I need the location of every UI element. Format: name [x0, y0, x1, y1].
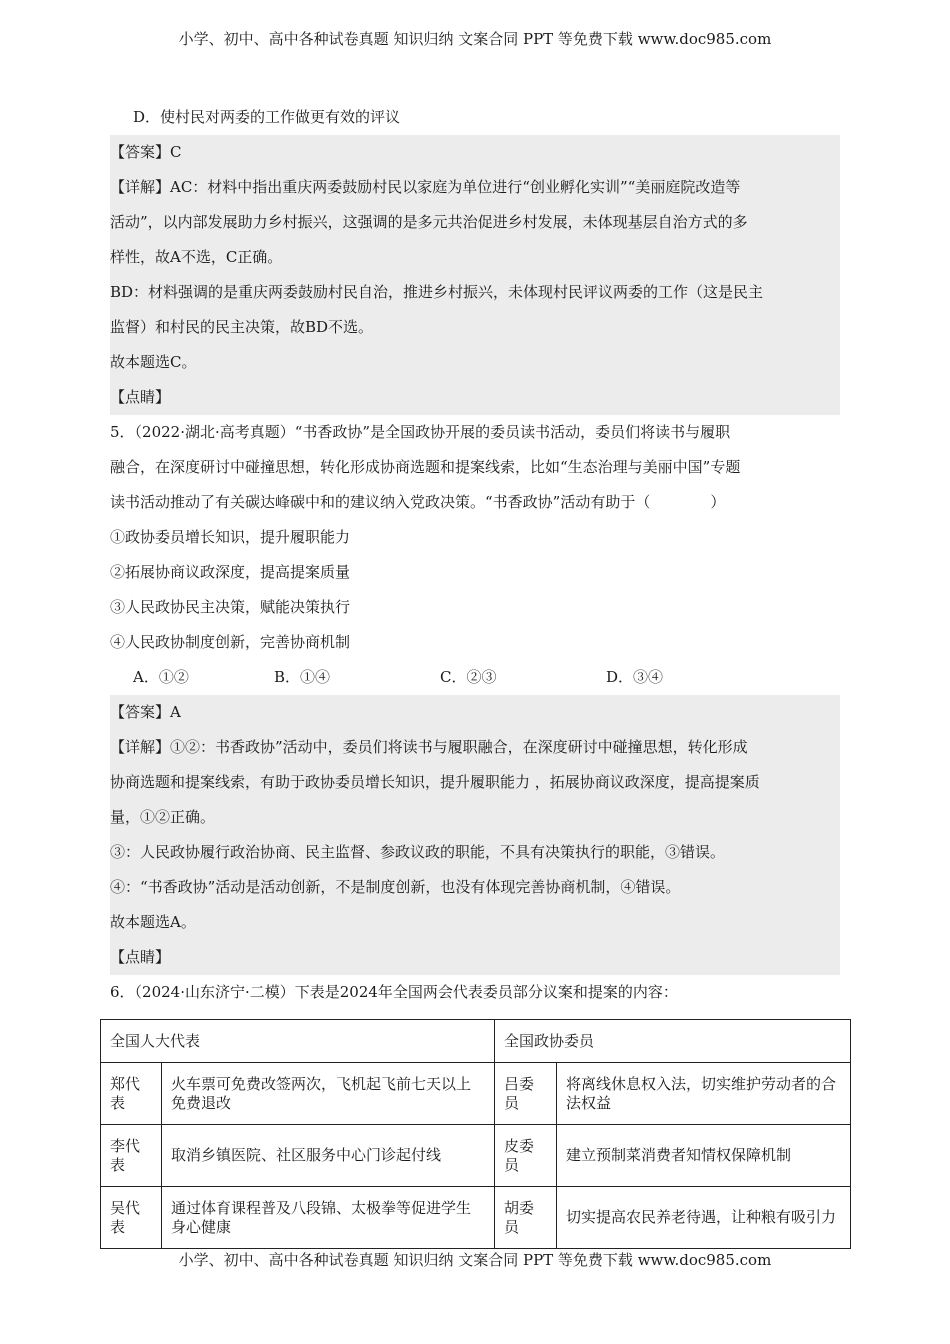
q4-answer-block — [110, 135, 840, 415]
table-row — [101, 1125, 851, 1187]
q5-stem-line: 5．（2022·湖北·高考真题）“书香政协”是全国政协开展的委员读书活动，委员们将读书与履职 — [110, 423, 731, 441]
q5-answer-block — [110, 695, 840, 975]
q6-proposals-table — [100, 1019, 851, 1249]
table-row — [101, 1063, 851, 1125]
q4-explain-line: BD：材料强调的是重庆两委鼓励村民自治，推进乡村振兴，未体现村民评议两委的工作（这是民主 — [110, 283, 764, 301]
q4-answer: 【答案】C — [110, 143, 182, 161]
q5-explain-line: 故本题选A。 — [110, 913, 196, 931]
q5-item: ③人民政协民主决策，赋能决策执行 — [110, 598, 351, 616]
deputy-name: 郑代表 — [101, 1063, 162, 1125]
deputy-name: 李代表 — [101, 1125, 162, 1187]
q5-explain-line: 【详解】①②：书香政协”活动中，委员们将读书与履职融合，在深度研讨中碰撞思想，转化形成 — [110, 738, 748, 756]
header-npc-deputies: 全国人大代表 — [101, 1020, 495, 1063]
q5-option-b: B．①④ — [274, 668, 331, 686]
q5-option-a: A．①② — [133, 668, 189, 686]
q4-explain-line: 【详解】AC：材料中指出重庆两委鼓励村民以家庭为单位进行“创业孵化实训”“美丽庭院改造等 — [110, 178, 741, 196]
member-name: 皮委员 — [495, 1125, 557, 1187]
q5-options — [110, 660, 840, 695]
q5-answer: 【答案】A — [110, 703, 181, 721]
q5-explain-line: ③：人民政协履行政治协商、民主监督、参政议政的职能，不具有决策执行的职能，③错误。 — [110, 843, 726, 861]
q5-stem-line: 读书活动推动了有关碳达峰碳中和的建议纳入党政决策。“书香政协”活动有助于（ ） — [110, 493, 726, 511]
q5-item: ①政协委员增长知识，提升履职能力 — [110, 528, 351, 546]
q5-stem-line: 融合，在深度研讨中碰撞思想，转化形成协商选题和提案线索，比如“生态治理与美丽中国”专题 — [110, 458, 741, 476]
member-name: 胡委员 — [495, 1187, 557, 1249]
q4-explain-line: 监督）和村民的民主决策，故BD不选。 — [110, 318, 374, 336]
deputy-proposal: 通过体育课程普及八段锦、太极拳等促进学生身心健康 — [162, 1187, 495, 1249]
member-proposal: 将离线休息权入法，切实维护劳动者的合法权益 — [557, 1063, 851, 1125]
q4-explain-line: 故本题选C。 — [110, 353, 197, 371]
q5-item: ②拓展协商议政深度，提高提案质量 — [110, 563, 351, 581]
table-header-row — [101, 1020, 851, 1063]
q5-explain-line: ④：“书香政协”活动是活动创新，不是制度创新，也没有体现完善协商机制，④错误。 — [110, 878, 681, 896]
member-proposal: 切实提高农民养老待遇，让种粮有吸引力 — [557, 1187, 851, 1249]
q5-explain-line: 协商选题和提案线索，有助于政协委员增长知识，提升履职能力 ，拓展协商议政深度，提高提案质 — [110, 773, 760, 791]
q4-dianjing: 【点睛】 — [110, 388, 171, 406]
q4-option-d: D．使村民对两委的工作做更有效的评议 — [133, 108, 401, 126]
q5-explain-line: 量，①②正确。 — [110, 808, 216, 826]
member-proposal: 建立预制菜消费者知情权保障机制 — [557, 1125, 851, 1187]
q5-item: ④人民政协制度创新，完善协商机制 — [110, 633, 351, 651]
q5-option-c: C．②③ — [440, 668, 497, 686]
member-name: 吕委员 — [495, 1063, 557, 1125]
q5-option-d: D．③④ — [606, 668, 664, 686]
header-cppcc-members: 全国政协委员 — [495, 1020, 851, 1063]
deputy-proposal: 取消乡镇医院、社区服务中心门诊起付线 — [162, 1125, 495, 1187]
q4-explain-line: 样性，故A不选，C正确。 — [110, 248, 283, 266]
table-row — [101, 1187, 851, 1249]
page-header: 小学、初中、高中各种试卷真题 知识归纳 文案合同 PPT 等免费下载 www.doc985.com — [178, 30, 772, 48]
deputy-name: 吴代表 — [101, 1187, 162, 1249]
deputy-proposal: 火车票可免费改签两次，飞机起飞前七天以上免费退改 — [162, 1063, 495, 1125]
q4-explain-line: 活动”，以内部发展助力乡村振兴，这强调的是多元共治促进乡村发展，未体现基层自治方式的多 — [110, 213, 748, 231]
document-body — [110, 100, 840, 1010]
q6-stem: 6．（2024·山东济宁·二模）下表是2024年全国两会代表委员部分议案和提案的内容： — [110, 983, 678, 1001]
page-footer: 小学、初中、高中各种试卷真题 知识归纳 文案合同 PPT 等免费下载 www.doc985.com — [178, 1251, 772, 1269]
q5-dianjing: 【点睛】 — [110, 948, 171, 966]
